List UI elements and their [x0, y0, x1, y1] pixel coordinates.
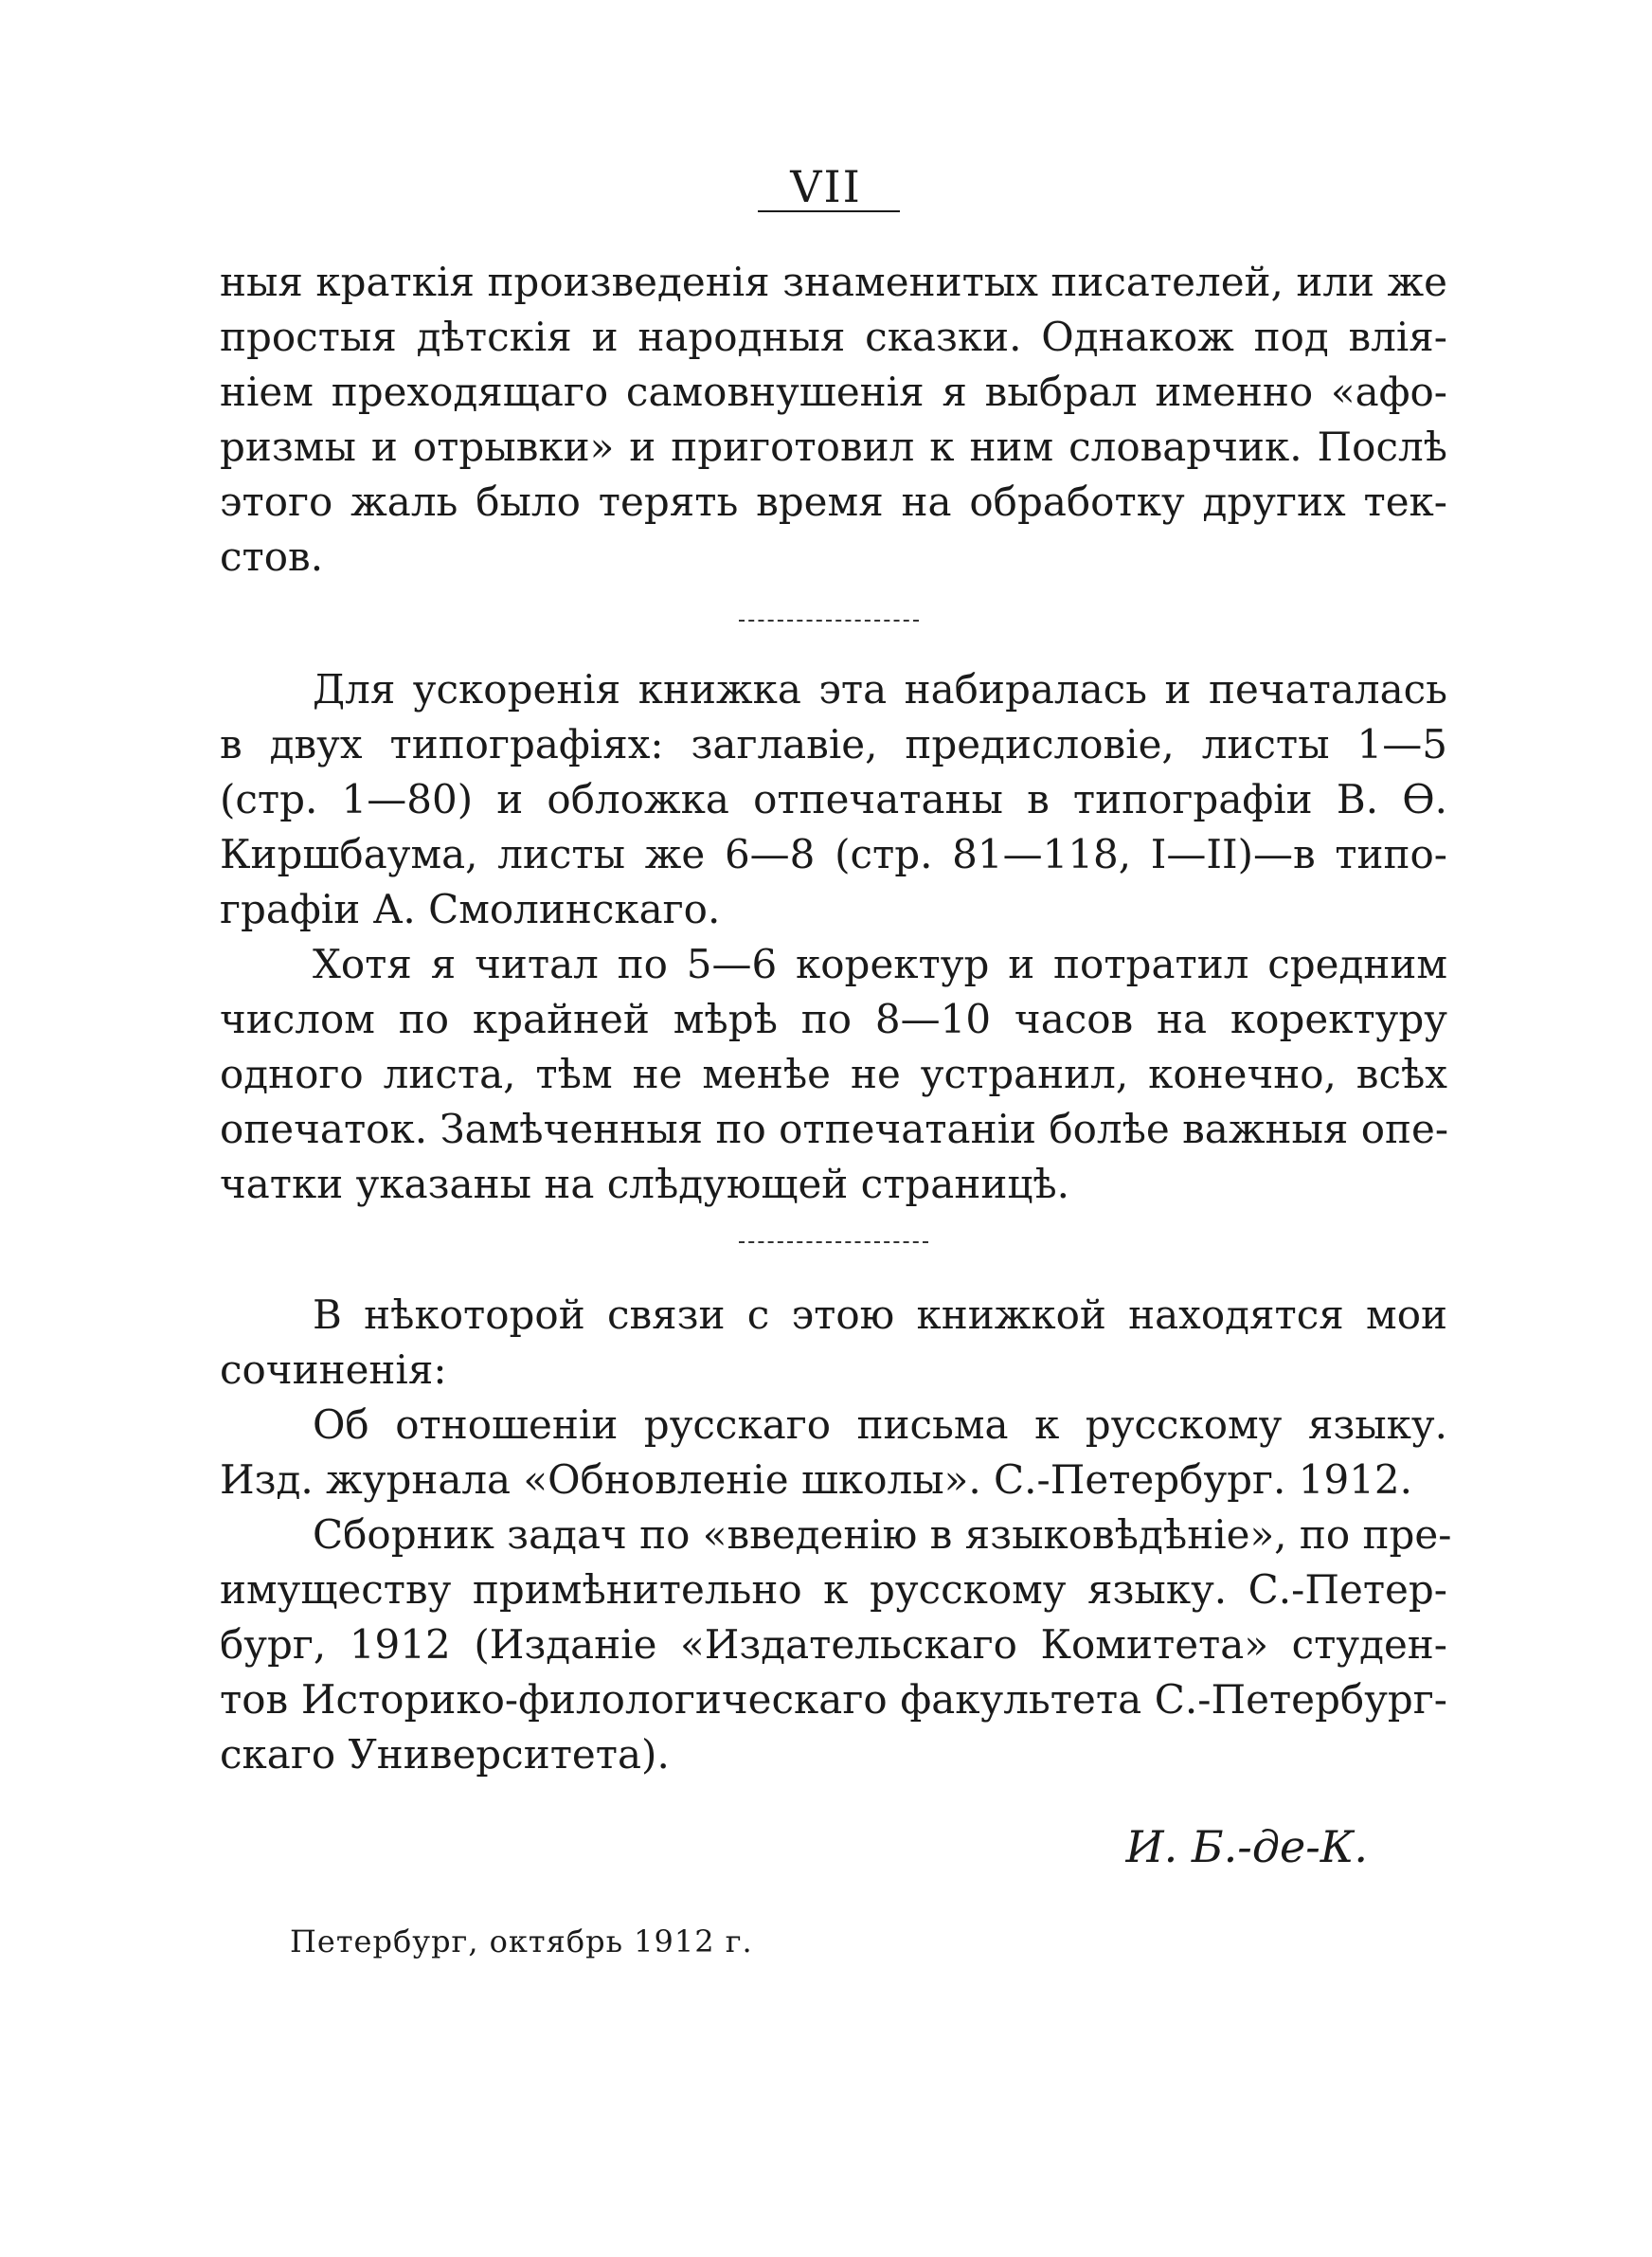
text-line: Киршбаума, листы же 6—8 (стр. 81—118, I—II)—в типо- [220, 831, 1447, 877]
text-line: опечаток. Замѣченныя по отпечатаніи болѣе важныя опе- [220, 1106, 1449, 1152]
text-line: скаго Университета). [220, 1731, 670, 1778]
page-number: VII [790, 161, 862, 212]
text-line: бург, 1912 (Изданіе «Издательскаго Комитета» студен- [220, 1621, 1447, 1668]
section-separator [739, 1241, 928, 1243]
text-line: тов Историко-филологическаго факультета С.-Петербург- [220, 1676, 1447, 1723]
text-line: Изд. журнала «Обновленіе школы». С.-Петербург. 1912. [220, 1456, 1412, 1503]
text-line: этого жаль было терять время на обработку других тек- [220, 478, 1447, 525]
text-line: Хотя я читал по 5—6 коректур и потратил средним [313, 941, 1447, 987]
text-line: сочиненія: [220, 1346, 447, 1393]
text-line: чатки указаны на слѣдующей страницѣ. [220, 1161, 1070, 1207]
text-line: ризмы и отрывки» и приготовил к ним словарчик. Послѣ [220, 424, 1447, 470]
text-line: в двух типографіях: заглавіе, предисловіе, листы 1—5 [220, 721, 1447, 767]
text-line: ніем преходящаго самовнушенія я выбрал именно «афо- [220, 369, 1447, 415]
text-line: Для ускоренія книжка эта набиралась и печаталась [313, 666, 1447, 713]
text-line: Об отношеніи русскаго письма к русскому языку. [313, 1401, 1447, 1448]
page-number-rule [758, 210, 900, 212]
author-signature: И. Б.-де-К. [1125, 1821, 1368, 1872]
text-line: (стр. 1—80) и обложка отпечатаны в типографіи В. Ѳ. [220, 776, 1447, 822]
text-line: одного листа, тѣм не менѣе не устранил, конечно, всѣх [220, 1051, 1447, 1097]
text-line: стов. [220, 533, 324, 580]
text-line: В нѣкоторой связи с этою книжкой находятся мои [313, 1291, 1447, 1338]
place-and-date: Петербург, октябрь 1912 г. [290, 1923, 753, 1959]
section-separator [739, 620, 919, 622]
text-line: имуществу примѣнительно к русскому языку. С.-Петер- [220, 1566, 1447, 1613]
text-line: графіи А. Смолинскаго. [220, 886, 721, 932]
text-line: простыя дѣтскія и народныя сказки. Однакож под влія- [220, 314, 1447, 360]
text-line: Сборник задач по «введенію в языковѣдѣніе», по пре- [313, 1511, 1452, 1558]
text-line: числом по крайней мѣрѣ по 8—10 часов на коректуру [220, 996, 1447, 1042]
text-line: ныя краткія произведенія знаменитых писателей, или же [220, 259, 1447, 305]
